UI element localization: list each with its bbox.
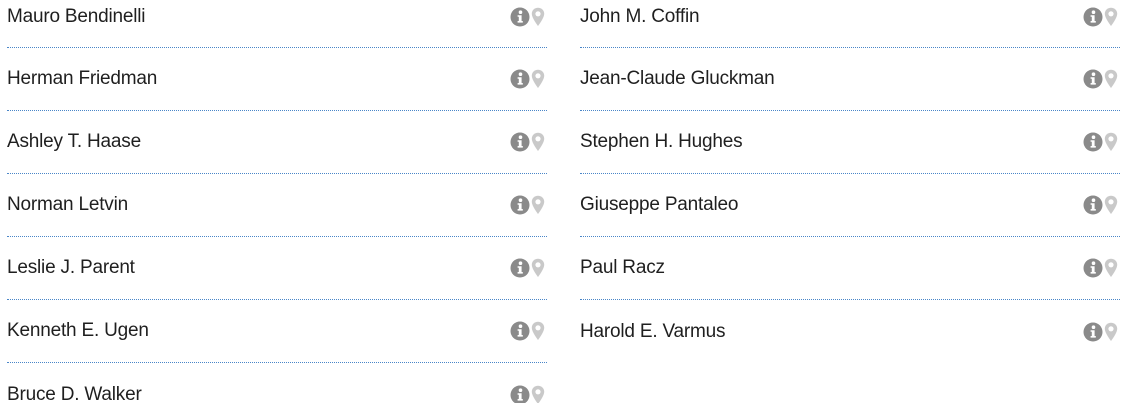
map-pin-icon[interactable] [531, 258, 545, 278]
person-name-link[interactable]: Harold E. Varmus [580, 320, 726, 342]
row-actions [1083, 69, 1118, 89]
list-item [580, 0, 1120, 48]
info-icon[interactable] [1083, 322, 1103, 342]
person-name-link[interactable]: Kenneth E. Ugen [7, 320, 149, 341]
info-icon[interactable] [1083, 69, 1103, 89]
map-pin-icon[interactable] [531, 132, 545, 152]
map-pin-icon[interactable] [531, 69, 545, 89]
info-icon[interactable] [1083, 7, 1103, 27]
row-actions [510, 195, 545, 215]
person-name-link[interactable]: Herman Friedman [7, 68, 158, 89]
row-actions [510, 69, 545, 89]
row-actions [510, 321, 545, 341]
info-icon[interactable] [510, 195, 530, 215]
map-pin-icon[interactable] [1104, 132, 1118, 152]
map-pin-icon[interactable] [531, 321, 545, 341]
row-actions [1083, 7, 1118, 27]
info-icon[interactable] [510, 321, 530, 341]
list-item [7, 174, 547, 237]
row-actions [510, 7, 545, 27]
person-name-link[interactable]: Ashley T. Haase [7, 131, 141, 152]
info-icon[interactable] [1083, 195, 1103, 215]
person-name-link[interactable]: Jean-Claude Gluckman [580, 68, 775, 89]
map-pin-icon[interactable] [531, 385, 545, 403]
list-item [7, 363, 547, 403]
person-name-link[interactable]: Stephen H. Hughes [580, 131, 743, 152]
map-pin-icon[interactable] [1104, 322, 1118, 342]
list-item [580, 111, 1120, 174]
list-item [7, 300, 547, 363]
list-item [580, 174, 1120, 237]
info-icon[interactable] [510, 258, 530, 278]
info-icon[interactable] [510, 132, 530, 152]
people-list-right [580, 0, 1120, 363]
row-actions [1083, 258, 1118, 278]
list-item [580, 237, 1120, 300]
list-item [7, 111, 547, 174]
info-icon[interactable] [510, 385, 530, 403]
row-actions [1083, 322, 1118, 342]
person-name-link[interactable]: Leslie J. Parent [7, 257, 135, 278]
row-actions [510, 258, 545, 278]
map-pin-icon[interactable] [1104, 195, 1118, 215]
map-pin-icon[interactable] [1104, 7, 1118, 27]
info-icon[interactable] [1083, 258, 1103, 278]
list-item [7, 48, 547, 111]
person-name-link[interactable]: Norman Letvin [7, 194, 128, 215]
row-actions [510, 132, 545, 152]
map-pin-icon[interactable] [1104, 258, 1118, 278]
row-actions [1083, 132, 1118, 152]
person-name-link[interactable]: Giuseppe Pantaleo [580, 194, 739, 215]
map-pin-icon[interactable] [531, 7, 545, 27]
info-icon[interactable] [510, 69, 530, 89]
map-pin-icon[interactable] [1104, 69, 1118, 89]
person-name-link[interactable]: Bruce D. Walker [7, 383, 142, 403]
list-item [7, 0, 547, 48]
map-pin-icon[interactable] [531, 195, 545, 215]
people-list-left [7, 0, 547, 403]
person-name-link[interactable]: Mauro Bendinelli [7, 5, 146, 27]
list-item [580, 300, 1120, 363]
row-actions [510, 385, 545, 403]
row-actions [1083, 195, 1118, 215]
list-item [580, 48, 1120, 111]
person-name-link[interactable]: John M. Coffin [580, 5, 700, 27]
person-name-link[interactable]: Paul Racz [580, 257, 665, 278]
list-item [7, 237, 547, 300]
info-icon[interactable] [1083, 132, 1103, 152]
info-icon[interactable] [510, 7, 530, 27]
